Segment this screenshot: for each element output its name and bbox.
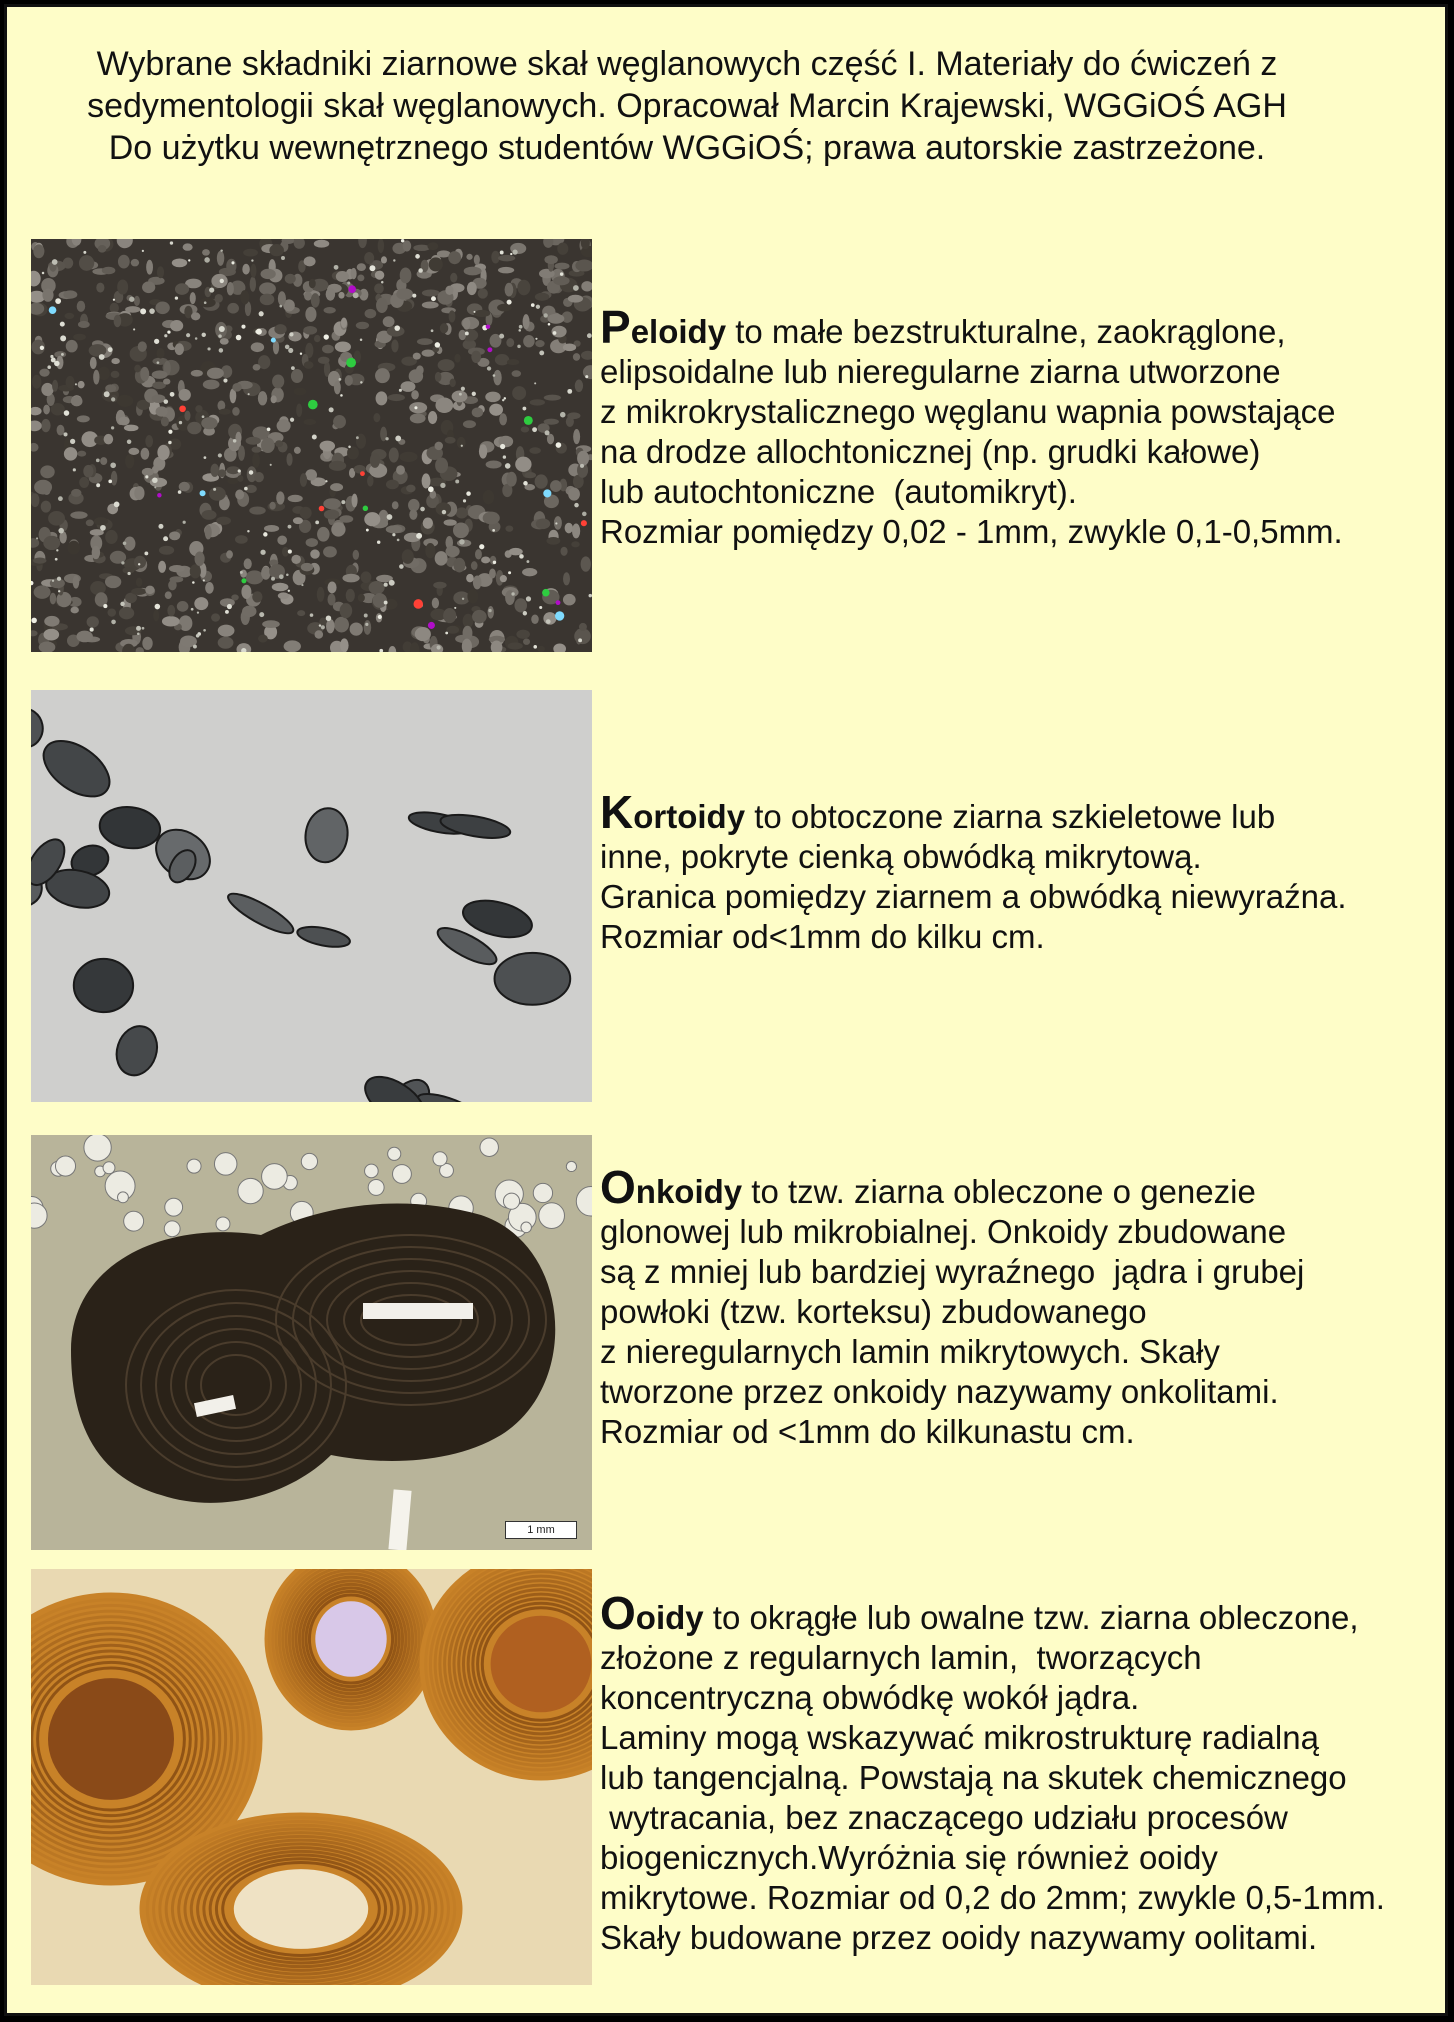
ooid-line-1: Ooidy to okrągłe lub owalne tzw. ziarna obleczone, bbox=[600, 1587, 1359, 1639]
cortoid-line-4: Rozmiar od<1mm do kilku cm. bbox=[600, 918, 1045, 955]
cortoid-line-1: Kortoidy to obtoczone ziarna szkieletowe lub bbox=[600, 786, 1276, 838]
oncoid-description bbox=[600, 1161, 1450, 1452]
peloid-line-3: z mikrokrystalicznego węglanu wapnia powstające bbox=[600, 393, 1336, 430]
ooid-line-3: koncentryczną obwódkę wokół jądra. bbox=[600, 1679, 1140, 1716]
peloid-description bbox=[600, 301, 1450, 552]
oncoid-line-5: z nieregularnych lamin mikrytowych. Skały bbox=[600, 1333, 1220, 1370]
ooid-line-8: mikrytowe. Rozmiar od 0,2 do 2mm; zwykle 0,5-1mm. bbox=[600, 1879, 1385, 1916]
ooid-micrograph bbox=[31, 1569, 592, 1985]
oncoid-line-2: glonowej lub mikrobialnej. Onkoidy zbudowane bbox=[600, 1213, 1287, 1250]
peloid-line-1: Peloidy to małe bezstrukturalne, zaokrąglone, bbox=[600, 301, 1286, 353]
ooid-line-5: lub tangencjalną. Powstają na skutek chemicznego bbox=[600, 1759, 1347, 1796]
ooid-line-6: wytracania, bez znaczącego udziału procesów bbox=[600, 1799, 1288, 1836]
peloid-line-5: lub autochtoniczne (automikryt). bbox=[600, 473, 1077, 510]
cortoid-line-2: inne, pokryte cienką obwódką mikrytową. bbox=[600, 838, 1202, 875]
peloid-line-2: elipsoidalne lub nieregularne ziarna utworzone bbox=[600, 353, 1281, 390]
peloid-micrograph bbox=[31, 239, 592, 652]
cortoid-micrograph bbox=[31, 690, 592, 1102]
ooid-line-9: Skały budowane przez ooidy nazywamy oolitami. bbox=[600, 1919, 1318, 1956]
cortoid-description bbox=[600, 786, 1450, 957]
ooid-description bbox=[600, 1587, 1450, 1958]
oncoid-micrograph bbox=[31, 1135, 592, 1550]
cortoid-line-3: Granica pomiędzy ziarnem a obwódką niewyraźna. bbox=[600, 878, 1347, 915]
ooid-line-4: Laminy mogą wskazywać mikrostrukturę radialną bbox=[600, 1719, 1319, 1756]
page-header bbox=[7, 43, 1367, 169]
oncoid-line-4: powłoki (tzw. korteksu) zbudowanego bbox=[600, 1293, 1147, 1330]
oncoid-line-7: Rozmiar od <1mm do kilkunastu cm. bbox=[600, 1413, 1135, 1450]
scale-bar: 1 mm bbox=[505, 1521, 577, 1539]
oncoid-line-3: są z mniej lub bardziej wyraźnego jądra i grubej bbox=[600, 1253, 1305, 1290]
ooid-line-7: biogenicznych.Wyróżnia się również ooidy bbox=[600, 1839, 1218, 1876]
oncoid-line-1: Onkoidy to tzw. ziarna obleczone o genezie bbox=[600, 1161, 1256, 1213]
cortoid-term: Kortoidy bbox=[600, 786, 746, 838]
peloid-line-6: Rozmiar pomiędzy 0,02 - 1mm, zwykle 0,1-0,5mm. bbox=[600, 513, 1343, 550]
oncoid-line-6: tworzone przez onkoidy nazywamy onkolitami. bbox=[600, 1373, 1279, 1410]
peloid-line-4: na drodze allochtonicznej (np. grudki kałowe) bbox=[600, 433, 1261, 470]
oncoid-term: Onkoidy bbox=[600, 1161, 743, 1213]
ooid-term: Ooidy bbox=[600, 1587, 704, 1639]
header-line-1: Wybrane składniki ziarnowe skał węglanowych część I. Materiały do ćwiczeń z bbox=[96, 45, 1278, 83]
header-line-3: Do użytku wewnętrznego studentów WGGiOŚ; prawa autorskie zastrzeżone. bbox=[108, 129, 1266, 167]
handout-sheet bbox=[4, 4, 1448, 2016]
ooid-line-2: złożone z regularnych lamin, tworzących bbox=[600, 1639, 1202, 1676]
header-line-2: sedymentologii skał węglanowych. Opracował Marcin Krajewski, WGGiOŚ AGH bbox=[87, 87, 1287, 125]
peloid-term: Peloidy bbox=[600, 301, 727, 353]
